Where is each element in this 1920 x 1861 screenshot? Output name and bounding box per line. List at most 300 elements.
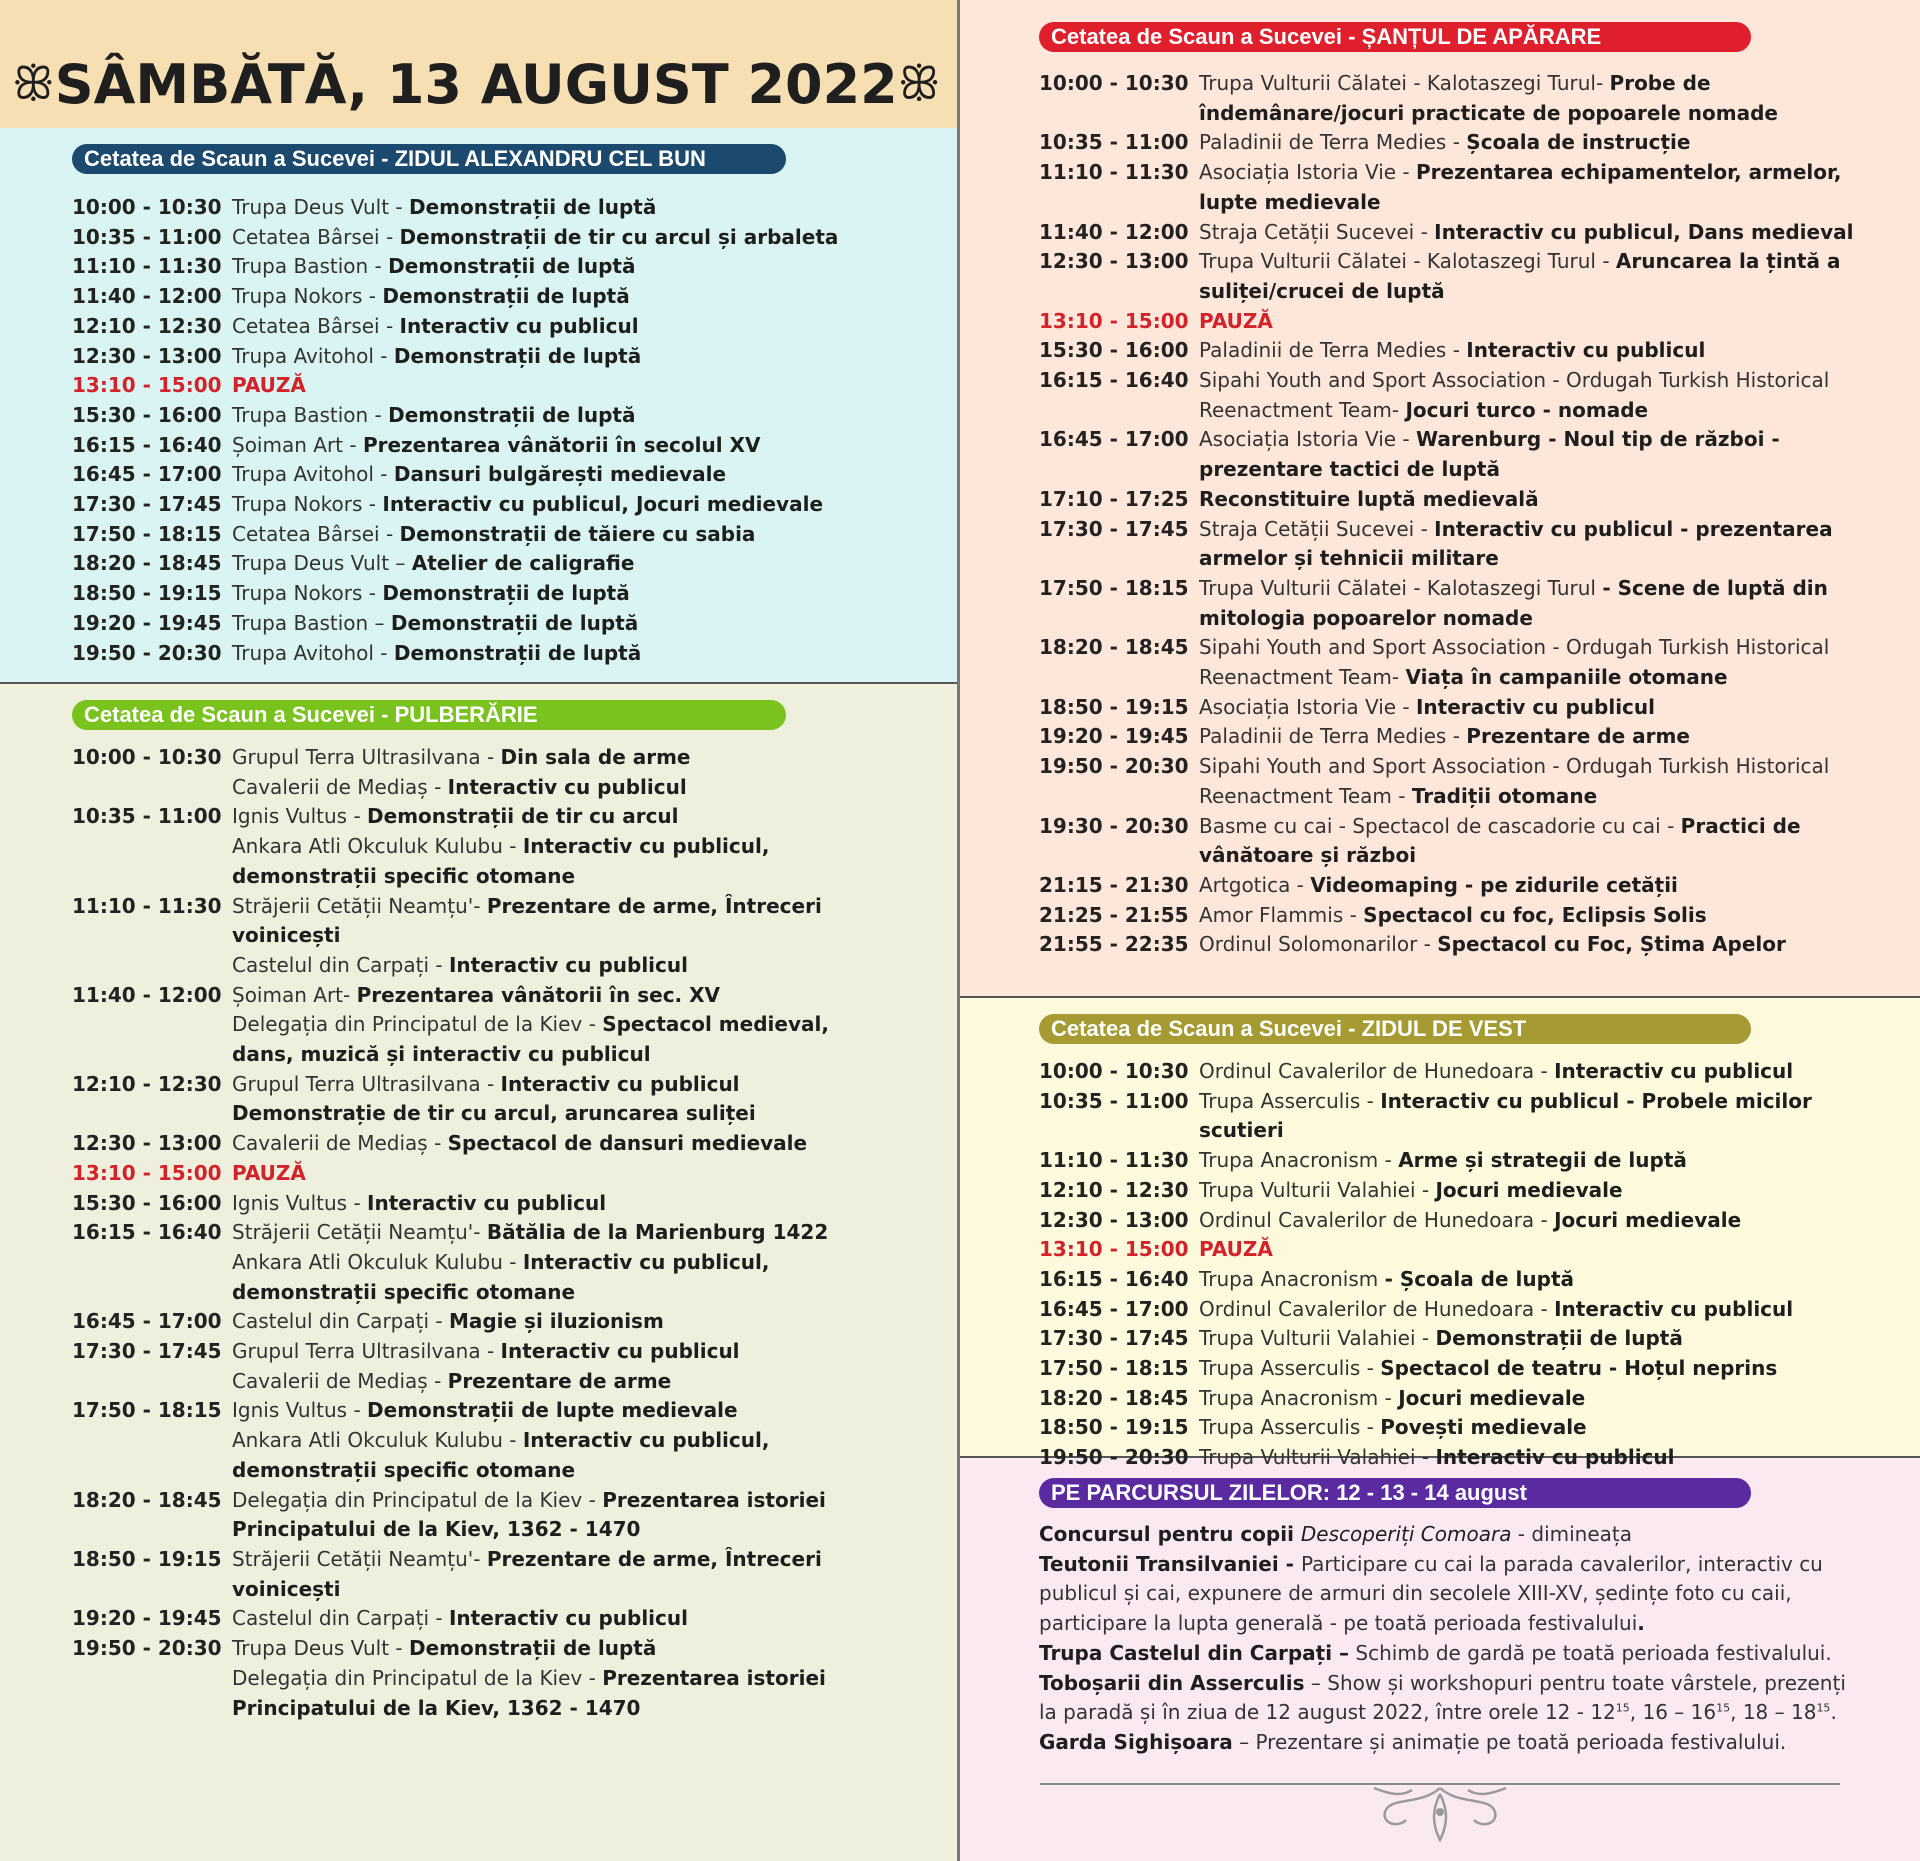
pause-row — [1039, 1235, 1899, 1265]
row-time: 10:00 - 10:30 — [72, 745, 222, 769]
row-description — [1199, 722, 1875, 752]
row-activity: Demonstrație de tir cu arcul, aruncarea suliței — [232, 1101, 756, 1126]
schedule-row — [72, 431, 932, 461]
row-activity: Prezentarea echipamentelor, armelor, lupte medievale — [1199, 160, 1842, 214]
row-group: Amor Flammis - — [1199, 902, 1364, 927]
schedule-row — [1039, 1265, 1899, 1295]
row-time: 12:30 - 13:00 — [1039, 1207, 1189, 1232]
row-time: 16:15 - 16:40 — [72, 432, 222, 457]
row-group: Delegația din Principatul de la Kiev - — [232, 1012, 603, 1037]
row-group: Castelul din Carpați - — [232, 1309, 449, 1334]
row-activity: Povești medievale — [1380, 1415, 1587, 1440]
row-activity: - Scene de luptă din mitologia popoarelor nomade — [1199, 575, 1828, 630]
row-description — [232, 1099, 892, 1129]
row-group: PAUZĂ — [232, 1160, 306, 1185]
row-activity: Spectacol cu foc, Eclipsis Solis — [1363, 902, 1707, 927]
schedule-row — [1039, 158, 1875, 217]
schedule-row — [72, 1337, 892, 1367]
schedule-row — [1039, 812, 1875, 871]
row-description — [232, 1486, 892, 1545]
row-activity: - Școala de luptă — [1384, 1266, 1574, 1291]
row-group: Paladinii de Terra Medies - — [1199, 338, 1467, 363]
row-description — [232, 1545, 892, 1604]
row-time: 10:00 - 10:30 — [72, 195, 222, 219]
row-time — [72, 1426, 232, 1485]
row-activity: Bătălia de la Marienburg 1422 — [486, 1220, 829, 1245]
schedule-row — [72, 951, 892, 981]
row-description — [232, 1426, 892, 1485]
row-group: Trupa Bastion - — [232, 254, 389, 279]
row-description — [232, 609, 932, 639]
schedule-row — [72, 832, 892, 891]
row-activity: Interactiv cu publicul - Probele micilor scutieri — [1199, 1088, 1812, 1143]
row-time: 11:40 - 12:00 — [1039, 219, 1189, 244]
row-time: 19:50 - 20:30 — [72, 1636, 222, 1661]
row-group: Castelul din Carpați - — [232, 1606, 449, 1631]
column-divider — [957, 0, 960, 1861]
row-description — [1199, 1265, 1899, 1295]
row-activity: Dansuri bulgărești medievale — [393, 462, 727, 487]
row-activity: Interactiv cu publicul — [447, 774, 687, 799]
row-time — [72, 951, 232, 981]
row-time: 15:30 - 16:00 — [1039, 338, 1189, 363]
row-time: 10:35 - 11:00 — [1039, 1088, 1189, 1113]
row-activity: Demonstrații de luptă — [408, 1636, 657, 1661]
schedule-row — [72, 1307, 892, 1337]
schedule-row — [1039, 1146, 1899, 1176]
ornament-icon — [1040, 1776, 1840, 1846]
row-description — [1199, 574, 1875, 633]
row-group: Basme cu cai - Spectacol de cascadorie cu cai - — [1199, 813, 1681, 838]
row-time: 13:10 - 15:00 — [1039, 308, 1189, 333]
row-time: 17:30 - 17:45 — [1039, 516, 1189, 541]
right-flourish-icon: ꕥ — [897, 56, 941, 110]
row-description — [232, 371, 932, 401]
row-activity: Prezentare de arme, Întreceri voinicești — [232, 1546, 822, 1601]
row-group: Grupul Terra Ultrasilvana - — [232, 1339, 501, 1364]
row-group: Ordinul Cavalerilor de Hunedoara - — [1199, 1059, 1555, 1083]
row-activity: Demonstrații de luptă — [382, 581, 630, 606]
row-group: Trupa Bastion - — [232, 402, 389, 427]
schedule-row — [72, 1010, 892, 1069]
schedule-row — [72, 1129, 892, 1159]
row-time: 21:15 - 21:30 — [1039, 872, 1189, 897]
parcursul-item-castelul: Trupa Castelul din Carpați – Schimb de gardă pe toată perioada festivalului. — [1039, 1640, 1832, 1665]
row-group: Trupa Vulturii Călatei - Kalotaszegi Turul - — [1199, 249, 1616, 274]
row-time: 16:45 - 17:00 — [72, 462, 222, 487]
schedule-row — [72, 609, 932, 639]
row-description — [1199, 1324, 1899, 1354]
row-group: Ankara Atli Okculuk Kulubu - — [232, 1428, 523, 1453]
row-group: Ignis Vultus - — [232, 1190, 368, 1215]
schedule-row — [1039, 1384, 1899, 1414]
row-time — [72, 773, 232, 803]
schedule-row — [72, 892, 892, 951]
row-group: Ignis Vultus - — [232, 1398, 368, 1423]
schedule-row — [72, 1099, 892, 1129]
schedule-row — [1039, 1176, 1899, 1206]
parcursul-item-garda: Garda Sighișoara – Prezentare și animație pe toată perioada festivalului. — [1039, 1729, 1787, 1754]
schedule-row — [72, 342, 932, 372]
row-time: 10:35 - 11:00 — [72, 804, 222, 829]
row-activity: Prezentarea vânătorii în secolul XV — [362, 432, 761, 457]
row-activity: Interactiv cu publicul — [1435, 1445, 1675, 1470]
schedule-row — [1039, 633, 1875, 692]
row-time: 11:10 - 11:30 — [1039, 1148, 1189, 1173]
row-group: Cavalerii de Mediaș - — [232, 1131, 448, 1156]
row-description — [1199, 1087, 1899, 1146]
row-activity: Prezentare de arme — [447, 1368, 672, 1393]
row-description — [1199, 336, 1875, 366]
row-time: 10:35 - 11:00 — [72, 224, 222, 249]
row-description — [1199, 901, 1875, 931]
row-group: Cetatea Bârsei - — [232, 224, 400, 249]
row-activity: Interactiv cu publicul, demonstrații specific otomane — [232, 834, 770, 888]
row-group: Straja Cetății Sucevei - — [1199, 516, 1435, 541]
row-time: 12:30 - 13:00 — [72, 343, 222, 368]
row-group: Cetatea Bârsei - — [232, 521, 400, 546]
row-activity: Prezentarea istoriei Principatului de la Kiev, 1362 - 1470 — [232, 1487, 826, 1542]
row-description — [232, 1396, 892, 1426]
row-time — [72, 1248, 232, 1307]
row-description — [232, 951, 892, 981]
row-time: 17:10 - 17:25 — [1039, 486, 1189, 511]
row-description — [1199, 1235, 1899, 1265]
row-group: Trupa Anacronism - — [1199, 1148, 1399, 1173]
row-activity: Interactiv cu publicul — [399, 313, 639, 338]
row-group: Cavalerii de Mediaș - — [232, 774, 448, 799]
row-group: Trupa Avitohol - — [232, 640, 394, 665]
row-time: 18:50 - 19:15 — [1039, 694, 1189, 719]
row-time: 16:15 - 16:40 — [1039, 1266, 1189, 1291]
row-description — [1199, 1146, 1899, 1176]
row-time — [72, 1664, 232, 1723]
row-activity: Arme și strategii de luptă — [1398, 1148, 1687, 1173]
row-description — [232, 1367, 892, 1397]
row-time: 18:20 - 18:45 — [1039, 1385, 1189, 1410]
row-group: Trupa Asserculis - — [1199, 1356, 1381, 1381]
row-activity: Interactiv cu publicul — [500, 1339, 740, 1364]
row-time: 17:50 - 18:15 — [72, 1398, 222, 1423]
row-group: Trupa Vulturii Valahiei - — [1199, 1445, 1436, 1470]
row-time: 19:50 - 20:30 — [1039, 754, 1189, 779]
row-group: Cetatea Bârsei - — [232, 313, 400, 338]
row-activity: Prezentare de arme — [1466, 724, 1690, 749]
row-activity: Spectacol de dansuri medievale — [447, 1131, 808, 1156]
row-time: 12:30 - 13:00 — [1039, 249, 1189, 274]
row-time: 12:30 - 13:00 — [72, 1131, 222, 1156]
schedule-row — [72, 1248, 892, 1307]
row-activity: Reconstituire luptă medievală — [1199, 486, 1539, 511]
row-description — [232, 832, 892, 891]
row-group: Delegația din Principatul de la Kiev - — [232, 1665, 603, 1690]
row-time: 19:50 - 20:30 — [72, 640, 222, 665]
row-time: 17:50 - 18:15 — [1039, 575, 1189, 600]
schedule-row — [72, 460, 932, 490]
schedule-row — [1039, 218, 1875, 248]
row-activity: Interactiv cu publicul — [500, 1071, 740, 1096]
row-time: 10:00 - 10:30 — [1039, 1059, 1189, 1083]
row-description — [1199, 812, 1875, 871]
schedule-row — [1039, 1087, 1899, 1146]
row-description — [1199, 307, 1875, 337]
row-activity: Demonstrații de luptă — [388, 254, 636, 279]
schedule-row — [1039, 1413, 1899, 1443]
row-activity: Prezentarea vânătorii în sec. XV — [356, 982, 721, 1007]
row-time: 16:15 - 16:40 — [72, 1220, 222, 1245]
schedule-row — [72, 579, 932, 609]
row-group: Sipahi Youth and Sport Association - Ordugah Turkish Historical Reenactment Team - — [1199, 754, 1830, 808]
row-group: Trupa Nokors - — [232, 581, 383, 606]
row-time: 11:10 - 11:30 — [1039, 160, 1189, 185]
pulberarie-schedule — [72, 743, 892, 1723]
row-time: 19:30 - 20:30 — [1039, 813, 1189, 838]
schedule-row — [1039, 336, 1875, 366]
parcursul-text — [1039, 1520, 1869, 1758]
row-time: 11:40 - 12:00 — [72, 982, 222, 1007]
row-group: PAUZĂ — [1199, 308, 1273, 333]
row-activity: Demonstrații de luptă — [390, 610, 639, 635]
row-description — [1199, 485, 1875, 515]
schedule-row — [1039, 1443, 1899, 1473]
row-description — [232, 1634, 892, 1664]
row-description — [232, 1070, 892, 1100]
row-time: 10:35 - 11:00 — [1039, 130, 1189, 155]
row-description — [1199, 1413, 1899, 1443]
row-description — [1199, 930, 1875, 960]
schedule-row — [72, 520, 932, 550]
schedule-row — [72, 1664, 892, 1723]
row-group: Ankara Atli Okculuk Kulubu - — [232, 834, 523, 859]
row-group: Trupa Vulturii Călatei - Kalotaszegi Turul- — [1199, 71, 1610, 95]
schedule-row — [72, 1367, 892, 1397]
schedule-row — [1039, 69, 1875, 128]
row-activity: Interactiv cu publicul — [1554, 1296, 1794, 1321]
row-group: Trupa Asserculis - — [1199, 1415, 1381, 1440]
row-activity: Jocuri medievale — [1554, 1207, 1742, 1232]
row-activity: Interactiv cu publicul — [1466, 338, 1706, 363]
page-title — [12, 44, 941, 124]
row-time: 17:50 - 18:15 — [72, 521, 222, 546]
row-time: 13:10 - 15:00 — [72, 373, 222, 398]
row-group: Ordinul Solomonarilor - — [1199, 932, 1438, 957]
schedule-row — [1039, 930, 1875, 960]
row-time: 18:20 - 18:45 — [1039, 635, 1189, 660]
row-activity: Interactiv cu publicul, Dans medieval — [1434, 219, 1854, 244]
row-description — [1199, 1057, 1899, 1087]
row-activity: Demonstrații de tăiere cu sabia — [399, 521, 756, 546]
title-panel — [0, 0, 960, 128]
sant-heading: Cetatea de Scaun a Sucevei - ȘANȚUL DE APĂRARE — [1039, 22, 1751, 52]
schedule-row — [72, 1218, 892, 1248]
row-group: Paladinii de Terra Medies - — [1199, 130, 1467, 155]
row-time: 16:45 - 17:00 — [72, 1309, 222, 1334]
row-activity: Magie și iluzionism — [448, 1309, 664, 1334]
row-time: 19:20 - 19:45 — [72, 610, 222, 635]
row-description — [232, 223, 932, 253]
row-time: 18:50 - 19:15 — [72, 581, 222, 606]
row-time: 15:30 - 16:00 — [72, 1190, 222, 1215]
row-group: Cavalerii de Mediaș - — [232, 1368, 448, 1393]
row-group: Șoiman Art- — [232, 982, 357, 1007]
row-description — [232, 549, 932, 579]
row-group: Trupa Avitohol - — [232, 343, 394, 368]
row-description — [1199, 871, 1875, 901]
row-activity: Viața în campaniile otomane — [1405, 665, 1728, 690]
row-group: Asociația Istoria Vie - — [1199, 427, 1416, 452]
row-time: 18:50 - 19:15 — [1039, 1415, 1189, 1440]
row-description — [1199, 1295, 1899, 1325]
row-group: Grupul Terra Ultrasilvana - — [232, 745, 501, 769]
schedule-row — [1039, 128, 1875, 158]
row-group: Trupa Vulturii Valahiei - — [1199, 1326, 1436, 1351]
row-activity: Interactiv cu publicul - prezentarea armelor și tehnicii militare — [1199, 516, 1833, 571]
row-activity: Demonstrații de luptă — [382, 284, 630, 309]
row-time: 13:10 - 15:00 — [72, 1160, 222, 1185]
row-activity: Demonstrații de luptă — [393, 640, 642, 665]
row-description — [1199, 633, 1875, 692]
schedule-row — [1039, 1354, 1899, 1384]
schedule-row — [72, 639, 932, 669]
row-description — [1199, 752, 1875, 811]
schedule-row — [1039, 1324, 1899, 1354]
row-description — [232, 342, 932, 372]
row-group: Sipahi Youth and Sport Association - Ordugah Turkish Historical Reenactment Team- — [1199, 635, 1830, 690]
row-activity: Jocuri turco - nomade — [1405, 397, 1649, 422]
row-description — [232, 773, 892, 803]
row-description — [232, 1010, 892, 1069]
schedule-row — [72, 773, 892, 803]
row-time — [72, 1099, 232, 1129]
pulberarie-heading: Cetatea de Scaun a Sucevei - PULBERĂRIE — [72, 700, 786, 730]
row-activity: Practici de vânătoare și război — [1199, 813, 1801, 868]
parcursul-item-concurs: Concursul pentru copii Descoperiți Comoara - dimineața — [1039, 1522, 1633, 1546]
row-group: Trupa Deus Vult – — [232, 551, 412, 576]
row-activity: Probe de îndemânare/jocuri practicate de popoarele nomade — [1199, 71, 1778, 125]
schedule-row — [72, 1426, 892, 1485]
row-group: Trupa Anacronism — [1199, 1266, 1385, 1291]
schedule-row — [1039, 901, 1875, 931]
row-description — [232, 460, 932, 490]
row-activity: Demonstrații de tir cu arcul — [367, 804, 679, 829]
row-group: Grupul Terra Ultrasilvana - — [232, 1071, 501, 1096]
row-group: Ignis Vultus - — [232, 804, 368, 829]
schedule-row — [72, 549, 932, 579]
row-description — [1199, 515, 1875, 574]
pause-row — [1039, 307, 1875, 337]
row-description — [1199, 158, 1875, 217]
schedule-row — [72, 223, 932, 253]
row-time: 16:45 - 17:00 — [1039, 427, 1189, 452]
row-group: Sipahi Youth and Sport Association - Ordugah Turkish Historical Reenactment Team- — [1199, 368, 1830, 422]
row-description — [232, 282, 932, 312]
row-activity: Warenburg - Noul tip de război - prezentare tactici de luptă — [1199, 427, 1780, 482]
row-time: 21:25 - 21:55 — [1039, 902, 1189, 927]
schedule-row — [1039, 752, 1875, 811]
sant-schedule — [1039, 69, 1875, 960]
schedule-row — [72, 490, 932, 520]
row-group: Străjerii Cetății Neamțu'- — [232, 1220, 487, 1245]
row-time: 12:10 - 12:30 — [1039, 1177, 1189, 1202]
row-time: 18:50 - 19:15 — [72, 1546, 222, 1571]
row-description — [1199, 425, 1875, 484]
row-activity: Interactiv cu publicul, demonstrații specific otomane — [232, 1249, 770, 1304]
row-group: Ankara Atli Okculuk Kulubu - — [232, 1249, 523, 1274]
row-activity: Spectacol medieval, dans, muzică și interactiv cu publicul — [232, 1012, 829, 1067]
schedule-row — [1039, 485, 1875, 515]
vest-schedule — [1039, 1057, 1899, 1473]
row-group: Străjerii Cetății Neamțu'- — [232, 1546, 487, 1571]
row-activity: Interactiv cu publicul — [1554, 1059, 1794, 1083]
schedule-row — [1039, 1295, 1899, 1325]
row-group: Paladinii de Terra Medies - — [1199, 724, 1467, 749]
schedule-row — [72, 1189, 892, 1219]
row-time: 17:30 - 17:45 — [72, 492, 222, 517]
row-group: Delegația din Principatul de la Kiev - — [232, 1487, 603, 1512]
row-description — [1199, 1354, 1899, 1384]
row-group: Ordinul Cavalerilor de Hunedoara - — [1199, 1207, 1555, 1232]
row-time: 11:40 - 12:00 — [72, 284, 222, 309]
row-description — [232, 1129, 892, 1159]
row-time: 15:30 - 16:00 — [72, 402, 222, 427]
row-description — [232, 892, 892, 951]
row-time: 19:20 - 19:45 — [72, 1606, 222, 1631]
row-time: 12:10 - 12:30 — [72, 1071, 222, 1096]
page-title-text: SÂMBĂTĂ, 13 AUGUST 2022 — [54, 52, 898, 116]
row-time: 19:20 - 19:45 — [1039, 724, 1189, 749]
row-time: 17:50 - 18:15 — [1039, 1356, 1189, 1381]
row-group: Trupa Nokors - — [232, 492, 383, 517]
schedule-row — [1039, 247, 1875, 306]
row-description — [1199, 69, 1875, 128]
schedule-row — [72, 401, 932, 431]
row-description — [232, 639, 932, 669]
row-activity: Demonstrații de luptă — [1435, 1326, 1683, 1351]
row-description — [232, 1664, 892, 1723]
schedule-row — [1039, 425, 1875, 484]
row-activity: Videomaping - pe zidurile cetății — [1310, 872, 1678, 897]
row-description — [232, 1189, 892, 1219]
row-group: Trupa Asserculis - — [1199, 1088, 1381, 1113]
row-description — [232, 1218, 892, 1248]
row-group: Trupa Vulturii Valahiei - — [1199, 1177, 1436, 1202]
row-time: 17:30 - 17:45 — [1039, 1326, 1189, 1351]
row-activity: Demonstrații de luptă — [408, 195, 657, 219]
parcursul-item-tobosarii: Toboșarii din Asserculis – Show și workshopuri pentru toate vârstele, prezenți la paradă și în ziua de 12 august 2022, între orele $12 - 12^{15}$, $16 - 16^{15}$, $18 - 18^{15}$. — [1039, 1670, 1846, 1725]
row-description — [232, 1337, 892, 1367]
row-description — [1199, 366, 1875, 425]
row-time: 11:10 - 11:30 — [72, 254, 222, 279]
row-group: Castelul din Carpați - — [232, 952, 449, 977]
row-time: 10:00 - 10:30 — [1039, 71, 1189, 95]
row-activity: Prezentarea istoriei Principatului de la Kiev, 1362 - 1470 — [232, 1665, 826, 1720]
row-activity: Spectacol de teatru - Hoțul neprins — [1380, 1356, 1778, 1381]
row-description — [232, 401, 932, 431]
schedule-row — [72, 193, 932, 223]
schedule-row — [72, 1070, 892, 1100]
row-group: Asociația Istoria Vie - — [1199, 694, 1416, 719]
row-group: PAUZĂ — [232, 373, 306, 398]
schedule-row — [72, 1396, 892, 1426]
row-activity: Demonstrații de tir cu arcul și arbaleta — [399, 224, 839, 249]
schedule-row — [72, 282, 932, 312]
schedule-row — [72, 252, 932, 282]
schedule-row — [1039, 1057, 1899, 1087]
row-description — [232, 1159, 892, 1189]
row-time: 19:50 - 20:30 — [1039, 1445, 1189, 1470]
row-description — [1199, 693, 1875, 723]
schedule-row — [72, 981, 892, 1011]
